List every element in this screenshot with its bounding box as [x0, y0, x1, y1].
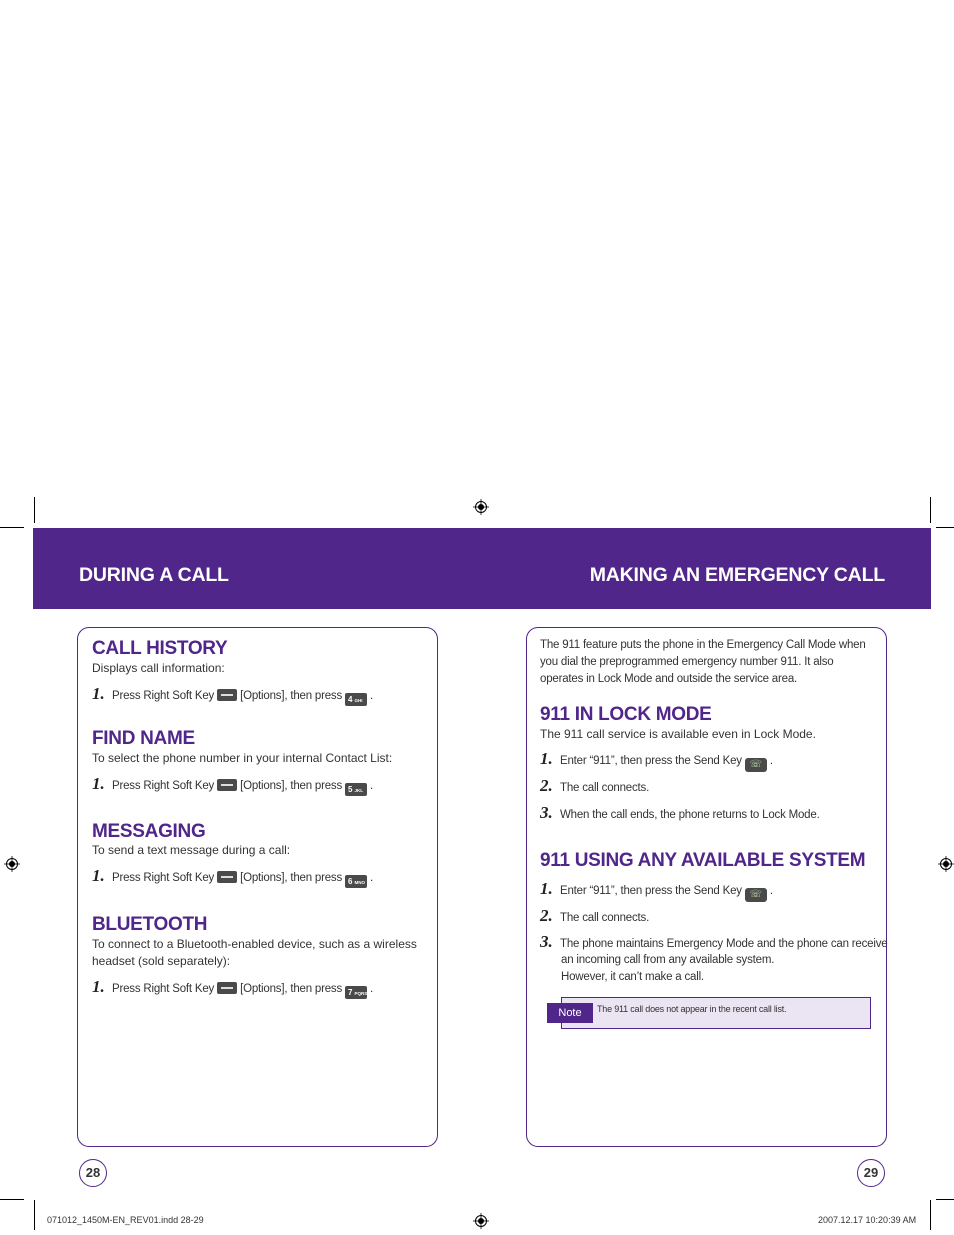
instruction-step: 1. Press Right Soft Key [Options], then press 7 PQRS .	[92, 977, 374, 997]
step-text: [Options], then press	[240, 983, 343, 995]
instruction-step: 1. Press Right Soft Key [Options], then press 5 JKL .	[92, 774, 374, 794]
instruction-step	[540, 776, 649, 796]
instruction-step	[540, 803, 820, 823]
key-letters: GHI	[354, 698, 363, 703]
key-letters: MNO	[354, 880, 365, 885]
step-text: Enter “911”, then press the Send Key	[560, 885, 742, 897]
keypad-5-icon	[345, 783, 367, 796]
registration-mark-icon	[473, 1213, 489, 1229]
step-number: 3.	[540, 803, 553, 822]
keypad-4-icon	[345, 693, 367, 706]
section-title-lock-mode: 911 IN LOCK MODE	[540, 704, 712, 725]
header-banner	[33, 528, 931, 609]
instruction-step	[540, 932, 887, 952]
crop-mark	[936, 1199, 954, 1200]
section-desc: The 911 call service is available even in Lock Mode.	[540, 727, 816, 741]
crop-mark	[936, 527, 954, 528]
step-text: However, it can’t make a call.	[561, 971, 704, 983]
section-title-any-system: 911 USING ANY AVAILABLE SYSTEM	[540, 850, 866, 871]
section-title-messaging: MESSAGING	[92, 821, 206, 842]
send-key-icon: ☏	[745, 888, 767, 902]
instruction-step: 1. Enter “911”, then press the Send Key ☏ .	[540, 879, 773, 900]
step-text: Press Right Soft Key	[112, 780, 215, 792]
step-number: 3.	[540, 932, 553, 951]
instruction-step: 1. Press Right Soft Key [Options], then press 4 GHI .	[92, 684, 374, 704]
section-desc: To send a text message during a call:	[92, 843, 291, 857]
crop-mark	[34, 1200, 35, 1230]
crop-mark	[34, 497, 35, 523]
section-title-bluetooth: BLUETOOTH	[92, 914, 208, 935]
crop-mark	[930, 497, 931, 523]
section-desc: To select the phone number in your internal Contact List:	[92, 751, 393, 765]
step-number: 1.	[92, 774, 105, 793]
crop-mark	[0, 527, 24, 528]
section-title-call-history: CALL HISTORY	[92, 638, 228, 659]
soft-key-icon	[217, 871, 237, 883]
section-title-find-name: FIND NAME	[92, 728, 195, 749]
step-text: The phone maintains Emergency Mode and the phone can receive	[560, 938, 888, 950]
step-text: When the call ends, the phone returns to Lock Mode.	[560, 809, 820, 821]
step-number: 1.	[540, 879, 553, 898]
key-digit: 6	[348, 877, 353, 886]
instruction-step: 1. Enter “911”, then press the Send Key ☏ .	[540, 749, 773, 770]
step-number: 1.	[92, 977, 105, 996]
step-number: 1.	[540, 749, 553, 768]
keypad-6-icon	[345, 875, 367, 888]
soft-key-icon	[217, 982, 237, 994]
step-number: 1.	[92, 684, 105, 703]
step-number: 2.	[540, 906, 553, 925]
keypad-7-icon	[345, 986, 367, 999]
step-text: The call connects.	[560, 912, 650, 924]
file-slug: 071012_1450M-EN_REV01.indd 28-29	[47, 1215, 204, 1225]
instruction-step	[540, 906, 649, 926]
section-desc: Displays call information:	[92, 661, 225, 675]
step-text: [Options], then press	[240, 690, 343, 702]
left-page-header: DURING A CALL	[79, 564, 229, 586]
step-number: 1.	[92, 866, 105, 885]
step-number: 2.	[540, 776, 553, 795]
step-text: Press Right Soft Key	[112, 872, 215, 884]
step-continuation	[561, 969, 704, 983]
soft-key-icon	[217, 689, 237, 701]
crop-mark	[930, 1200, 931, 1230]
right-page-header: MAKING AN EMERGENCY CALL	[589, 564, 885, 586]
instruction-step: 1. Press Right Soft Key [Options], then press 6 MNO .	[92, 866, 374, 886]
step-text: The call connects.	[560, 782, 650, 794]
key-digit: 5	[348, 785, 353, 794]
registration-mark-icon	[938, 856, 954, 872]
step-text: Press Right Soft Key	[112, 690, 215, 702]
step-text: Press Right Soft Key	[112, 983, 215, 995]
step-text: [Options], then press	[240, 780, 343, 792]
section-desc: To connect to a Bluetooth-enabled device, such as a wireless headset (sold separately):	[92, 937, 417, 968]
key-digit: 7	[348, 988, 353, 997]
page-number-right: 29	[857, 1159, 885, 1187]
page-number-left: 28	[79, 1159, 107, 1187]
note-text: The 911 call does not appear in the recent call list.	[597, 1004, 787, 1014]
intro-paragraph: The 911 feature puts the phone in the Emergency Call Mode when you dial the preprogrammed emergency number 911. It also operates in Lock Mode and outside the service area.	[540, 639, 866, 685]
timestamp-slug: 2007.12.17 10:20:39 AM	[818, 1215, 917, 1225]
key-letters: PQRS	[354, 991, 368, 996]
soft-key-icon	[217, 779, 237, 791]
note-label: Note	[547, 1003, 593, 1023]
registration-mark-icon	[4, 856, 20, 872]
step-text: Enter “911”, then press the Send Key	[560, 755, 742, 767]
registration-mark-icon	[473, 499, 489, 515]
key-letters: JKL	[354, 788, 363, 793]
crop-mark	[0, 1199, 24, 1200]
key-digit: 4	[348, 695, 353, 704]
step-continuation	[561, 952, 774, 966]
step-text: [Options], then press	[240, 872, 343, 884]
step-text: an incoming call from any available system.	[561, 954, 775, 966]
send-key-icon: ☏	[745, 758, 767, 772]
